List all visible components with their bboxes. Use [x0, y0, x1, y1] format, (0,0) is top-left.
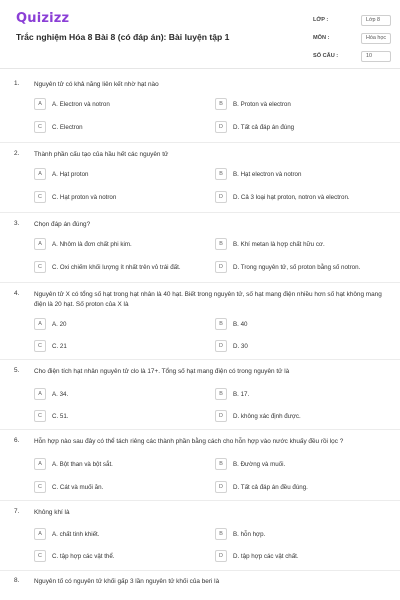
- option-d[interactable]: [215, 550, 299, 562]
- option-text: B. Proton và electron: [233, 100, 291, 108]
- option-b[interactable]: [215, 238, 325, 250]
- option-letter: A: [34, 528, 46, 540]
- option-letter: D: [215, 121, 227, 133]
- question-text: Cho điện tích hạt nhân nguyên tử clo là 17+. Tổng số hạt mang điện có trong nguyên tử là: [34, 368, 290, 375]
- option-d[interactable]: [215, 261, 360, 273]
- option-letter: C: [34, 121, 46, 133]
- meta-class-label: LỚP :: [313, 17, 329, 23]
- option-text: A. 34.: [52, 390, 69, 398]
- option-c[interactable]: [34, 121, 83, 133]
- meta-subject-value: Hóa học: [361, 33, 391, 44]
- option-b[interactable]: [215, 458, 285, 470]
- option-text: C. 51.: [52, 412, 69, 420]
- option-letter: A: [34, 168, 46, 180]
- question-text: Nguyên tử X có tổng số hạt trong hạt nhân là 40 hạt. Biết trong nguyên tử, số hạt mang điện nhiều hơn số hạt không mang điện là 20 hạt. Số proton của X là: [34, 291, 382, 308]
- question-text: Nguyên tố có nguyên tử khối gấp 3 lần nguyên tử khối của beri là: [34, 578, 220, 585]
- meta-count-label: SỐ CÂU :: [313, 53, 339, 59]
- option-text: A. Bột than và bột sắt.: [52, 460, 113, 468]
- meta-class-value: Lớp 8: [361, 15, 391, 26]
- question-divider: [0, 570, 400, 571]
- option-c[interactable]: [34, 481, 103, 493]
- option-text: A. Electron và notron: [52, 100, 110, 108]
- quiz-meta: [313, 12, 391, 66]
- worksheet-header: [0, 0, 400, 62]
- option-c[interactable]: [34, 261, 181, 273]
- option-letter: B: [215, 388, 227, 400]
- option-text: B. hỗn hợp.: [233, 530, 266, 538]
- option-b[interactable]: [215, 98, 291, 110]
- option-a[interactable]: [34, 98, 110, 110]
- question-number: 4.: [14, 290, 20, 297]
- option-letter: B: [215, 168, 227, 180]
- question-number: 6.: [14, 437, 20, 444]
- option-b[interactable]: [215, 528, 265, 540]
- option-text: B. Đường và muối.: [233, 460, 286, 468]
- option-letter: D: [215, 340, 227, 352]
- question-divider: [0, 282, 400, 283]
- option-text: D. Trong nguyên tử, số proton bằng số notron.: [233, 263, 361, 271]
- option-letter: D: [215, 410, 227, 422]
- question-divider: [0, 500, 400, 501]
- option-text: C. Electron: [52, 123, 83, 131]
- question-divider: [0, 212, 400, 213]
- header-divider: [0, 68, 400, 69]
- option-letter: C: [34, 410, 46, 422]
- option-text: B. 40: [233, 320, 248, 328]
- option-text: B. Khí metan là hợp chất hữu cơ.: [233, 240, 325, 248]
- meta-subject: [313, 30, 391, 46]
- option-c[interactable]: [34, 340, 67, 352]
- option-letter: C: [34, 191, 46, 203]
- option-text: B. 17.: [233, 390, 250, 398]
- question-text: Thành phần cấu tạo của hầu hết các nguyên tử: [34, 151, 169, 158]
- question-text: Không khí là: [34, 509, 70, 516]
- option-text: C. Oxi chiếm khối lượng ít nhất trên vỏ trái đất.: [52, 263, 181, 271]
- question-number: 1.: [14, 80, 20, 87]
- option-a[interactable]: [34, 388, 68, 400]
- option-letter: A: [34, 98, 46, 110]
- option-letter: D: [215, 261, 227, 273]
- option-text: C. 21: [52, 342, 67, 350]
- option-letter: B: [215, 98, 227, 110]
- meta-count: [313, 48, 391, 64]
- option-d[interactable]: [215, 340, 248, 352]
- option-text: A. Hạt proton: [52, 170, 89, 178]
- option-letter: C: [34, 340, 46, 352]
- option-text: D. Tất cả đáp án đều đúng.: [233, 483, 308, 491]
- option-b[interactable]: [215, 388, 249, 400]
- option-text: D. không xác định được.: [233, 412, 301, 420]
- option-letter: A: [34, 458, 46, 470]
- option-letter: B: [215, 458, 227, 470]
- option-letter: B: [215, 238, 227, 250]
- option-text: D. Tất cả đáp án đúng: [233, 123, 295, 131]
- option-b[interactable]: [215, 318, 247, 330]
- question-text: Hỗn hợp nào sau đây có thể tách riêng các thành phần bằng cách cho hỗn hợp vào nước khuấy đều rồi lọc ?: [34, 438, 344, 445]
- option-a[interactable]: [34, 318, 66, 330]
- option-d[interactable]: [215, 481, 308, 493]
- option-a[interactable]: [34, 458, 113, 470]
- question-divider: [0, 359, 400, 360]
- option-b[interactable]: [215, 168, 301, 180]
- option-letter: C: [34, 550, 46, 562]
- option-text: D. Cả 3 loại hạt proton, notron và electron.: [233, 193, 350, 201]
- option-a[interactable]: [34, 528, 99, 540]
- quiz-title: Trắc nghiệm Hóa 8 Bài 8 (có đáp án): Bài luyện tập 1: [16, 32, 230, 42]
- option-letter: C: [34, 481, 46, 493]
- question-number: 2.: [14, 150, 20, 157]
- option-letter: C: [34, 261, 46, 273]
- question-number: 3.: [14, 220, 20, 227]
- meta-subject-label: MÔN :: [313, 35, 330, 41]
- question-number: 8.: [14, 577, 20, 584]
- option-text: C. Cát và muối ăn.: [52, 483, 104, 491]
- option-a[interactable]: [34, 168, 88, 180]
- option-letter: B: [215, 528, 227, 540]
- option-letter: A: [34, 318, 46, 330]
- question-divider: [0, 429, 400, 430]
- question-text: Nguyên tử có khả năng liên kết nhờ hạt nào: [34, 81, 159, 88]
- option-text: A. 20: [52, 320, 67, 328]
- option-letter: B: [215, 318, 227, 330]
- question-number: 7.: [14, 508, 20, 515]
- option-c[interactable]: [34, 550, 115, 562]
- option-text: A. Nhôm là đơn chất phi kim.: [52, 240, 132, 248]
- option-letter: A: [34, 388, 46, 400]
- option-d[interactable]: [215, 121, 294, 133]
- option-c[interactable]: [34, 191, 116, 203]
- option-d[interactable]: [215, 410, 301, 422]
- option-text: D. 30: [233, 342, 248, 350]
- option-a[interactable]: [34, 238, 132, 250]
- question-text: Chọn đáp án đúng?: [34, 221, 91, 228]
- option-text: C. tập hợp các vật thể.: [52, 552, 115, 560]
- option-letter: D: [215, 550, 227, 562]
- option-text: B. Hạt electron và notron: [233, 170, 302, 178]
- meta-count-value: 10: [361, 51, 391, 62]
- option-letter: D: [215, 191, 227, 203]
- option-letter: D: [215, 481, 227, 493]
- option-text: D. tập hợp các vật chất.: [233, 552, 299, 560]
- option-letter: A: [34, 238, 46, 250]
- question-number: 5.: [14, 367, 20, 374]
- option-text: A. chất tinh khiết.: [52, 530, 100, 538]
- option-text: C. Hạt proton và notron: [52, 193, 117, 201]
- option-d[interactable]: [215, 191, 350, 203]
- option-c[interactable]: [34, 410, 69, 422]
- meta-class: [313, 12, 391, 28]
- question-divider: [0, 142, 400, 143]
- quizizz-logo: Quizizz: [16, 11, 70, 26]
